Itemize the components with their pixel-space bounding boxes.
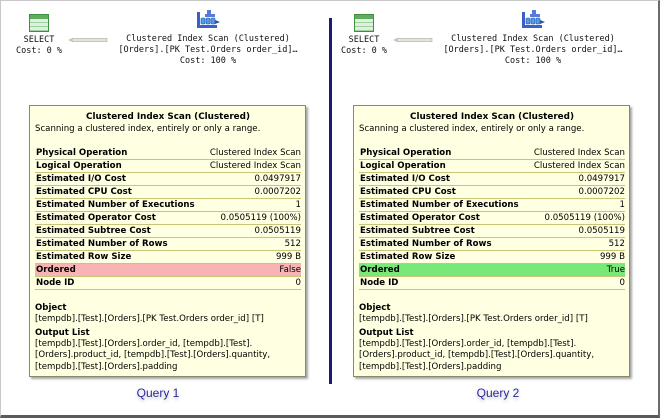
property-key: Estimated Number of Rows [360, 239, 492, 249]
property-row [359, 186, 625, 199]
property-value: 0.0497917 [578, 174, 625, 184]
property-row [35, 160, 301, 173]
property-value: 0 [619, 278, 625, 288]
query-caption: Query 1 [136, 386, 180, 400]
select-node[interactable] [14, 14, 64, 57]
scan-node-object: [Orders].[PK Test.Orders order_id]… [118, 45, 298, 55]
property-value: 1 [619, 200, 625, 210]
property-row [359, 199, 625, 212]
query-caption: Query 2 [476, 386, 520, 400]
output-list-label: Output List [35, 327, 90, 338]
property-key: Physical Operation [360, 148, 452, 158]
property-value: 0.0497917 [254, 174, 301, 184]
property-value: 0.0007202 [254, 187, 301, 197]
property-row [35, 212, 301, 225]
property-key: Node ID [36, 278, 75, 288]
object-value: [tempdb].[Test].[Orders].[PK Test.Orders order_id] [T] [35, 314, 264, 324]
properties-table [359, 147, 625, 290]
property-value: 1 [295, 200, 301, 210]
property-row [359, 147, 625, 160]
scan-node-title: Clustered Index Scan (Clustered) [451, 34, 615, 44]
tooltip-description: Scanning a clustered index, entirely or only a range. [359, 124, 585, 134]
select-node[interactable] [339, 14, 389, 57]
property-value: 512 [284, 239, 301, 249]
select-node-label: SELECT [23, 35, 55, 45]
operator-tooltip [353, 105, 630, 377]
property-key: Ordered [360, 265, 400, 275]
clustered-index-scan-icon [195, 8, 221, 32]
operator-tooltip [29, 105, 306, 377]
object-label: Object [35, 303, 67, 313]
property-key: Estimated Operator Cost [36, 213, 156, 223]
clustered-index-scan-node[interactable] [108, 8, 308, 67]
property-row [359, 212, 625, 225]
property-value: 0.0505119 (100%) [544, 213, 625, 223]
scan-node-cost: Cost: 100 % [179, 56, 237, 66]
property-key: Estimated CPU Cost [36, 187, 132, 197]
output-list-label: Output List [359, 327, 414, 338]
scan-node-title: Clustered Index Scan (Clustered) [126, 34, 290, 44]
property-row [35, 277, 301, 290]
arrow-left-icon [393, 37, 433, 43]
property-key: Estimated Number of Executions [36, 200, 195, 210]
property-value: True [606, 265, 625, 275]
property-value: 999 B [599, 252, 625, 262]
property-row [35, 186, 301, 199]
property-row [35, 238, 301, 251]
clustered-index-scan-node[interactable] [433, 8, 633, 67]
property-key: Estimated Number of Executions [360, 200, 519, 210]
property-value: 0.0505119 (100%) [220, 213, 301, 223]
property-key: Estimated Operator Cost [360, 213, 480, 223]
select-node-label: SELECT [348, 35, 380, 45]
table-grid-icon [354, 14, 374, 32]
query-plan-2 [325, 0, 655, 418]
select-node-cost: Cost: 0 % [15, 46, 63, 56]
property-value: 512 [608, 239, 625, 249]
property-row [35, 251, 301, 264]
property-value: 999 B [275, 252, 301, 262]
property-row-ordered-highlighted [359, 264, 625, 277]
property-key: Estimated Row Size [360, 252, 456, 262]
scan-node-cost: Cost: 100 % [504, 56, 562, 66]
arrow-left-icon [68, 37, 108, 43]
property-value: Clustered Index Scan [533, 148, 625, 158]
output-list-value: [tempdb].[Test].[Orders].order_id, [tempdb].[Test].[Orders].product_id, [tempdb].[Test].[Orders].quantity, [tempdb].[Test].[Orders].padding [35, 338, 271, 372]
scan-node-object: [Orders].[PK Test.Orders order_id]… [443, 45, 623, 55]
object-value: [tempdb].[Test].[Orders].[PK Test.Orders order_id] [T] [359, 314, 588, 324]
table-grid-icon [29, 14, 49, 32]
property-row [359, 173, 625, 186]
property-key: Estimated CPU Cost [360, 187, 456, 197]
clustered-index-scan-icon [520, 8, 546, 32]
property-key: Ordered [36, 265, 76, 275]
tooltip-description: Scanning a clustered index, entirely or only a range. [35, 124, 261, 134]
property-row [359, 251, 625, 264]
property-key: Estimated I/O Cost [360, 174, 450, 184]
property-key: Estimated Row Size [36, 252, 132, 262]
property-row [35, 173, 301, 186]
properties-table [35, 147, 301, 290]
property-row [35, 199, 301, 212]
property-key: Node ID [360, 278, 399, 288]
tooltip-title: Clustered Index Scan (Clustered) [86, 112, 250, 122]
property-row [359, 225, 625, 238]
property-value: 0.0505119 [578, 226, 625, 236]
output-list-value: [tempdb].[Test].[Orders].order_id, [tempdb].[Test].[Orders].product_id, [tempdb].[Test].[Orders].quantity, [tempdb].[Test].[Orders].padding [359, 338, 595, 372]
property-row [359, 160, 625, 173]
property-value: Clustered Index Scan [209, 161, 301, 171]
property-row-ordered-highlighted [35, 264, 301, 277]
property-value: False [279, 265, 301, 275]
object-label: Object [359, 303, 391, 313]
property-row [359, 277, 625, 290]
property-key: Logical Operation [360, 161, 446, 171]
property-key: Estimated I/O Cost [36, 174, 126, 184]
property-key: Logical Operation [36, 161, 122, 171]
property-row [35, 147, 301, 160]
property-key: Estimated Subtree Cost [36, 226, 151, 236]
property-row [35, 225, 301, 238]
property-value: 0 [295, 278, 301, 288]
property-key: Estimated Subtree Cost [360, 226, 475, 236]
property-key: Physical Operation [36, 148, 128, 158]
property-value: Clustered Index Scan [533, 161, 625, 171]
property-key: Estimated Number of Rows [36, 239, 168, 249]
property-value: Clustered Index Scan [209, 148, 301, 158]
select-node-cost: Cost: 0 % [340, 46, 388, 56]
property-row [359, 238, 625, 251]
tooltip-title: Clustered Index Scan (Clustered) [410, 112, 574, 122]
property-value: 0.0505119 [254, 226, 301, 236]
property-value: 0.0007202 [578, 187, 625, 197]
